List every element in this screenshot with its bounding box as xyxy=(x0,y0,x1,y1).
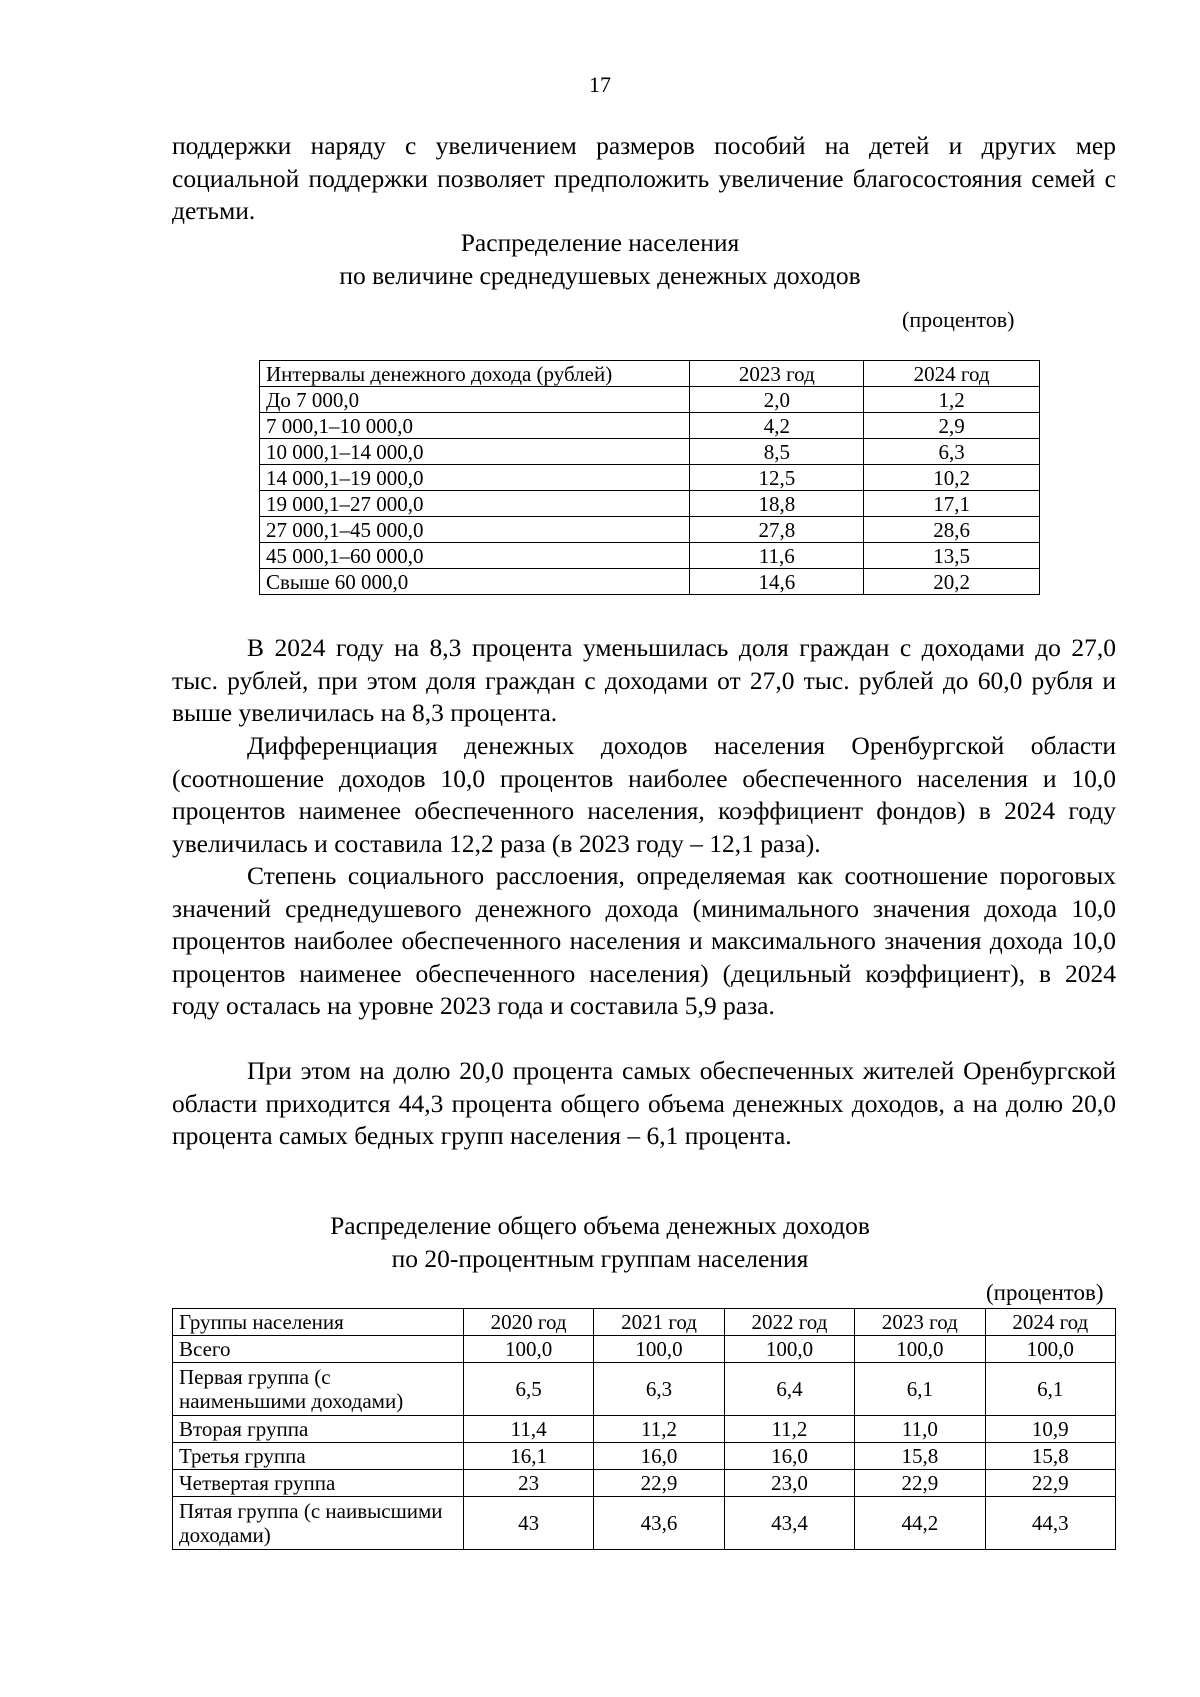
value-cell: 27,8 xyxy=(690,517,864,543)
table-header-row xyxy=(173,1309,1116,1336)
column-header: Группы населения xyxy=(173,1309,464,1336)
interval-cell: 10 000,1–14 000,0 xyxy=(260,439,690,465)
group-cell: Третья группа xyxy=(173,1443,464,1470)
value-cell: 4,2 xyxy=(690,413,864,439)
value-cell: 15,8 xyxy=(855,1443,985,1470)
interval-cell: 19 000,1–27 000,0 xyxy=(260,491,690,517)
value-cell: 20,2 xyxy=(864,569,1040,595)
column-header: 2023 год xyxy=(690,361,864,387)
interval-cell: 45 000,1–60 000,0 xyxy=(260,543,690,569)
value-cell: 15,8 xyxy=(985,1443,1115,1470)
value-cell: 28,6 xyxy=(864,517,1040,543)
value-cell: 6,3 xyxy=(594,1363,724,1416)
table-row xyxy=(173,1416,1116,1443)
value-cell: 23 xyxy=(463,1470,593,1497)
value-cell: 100,0 xyxy=(463,1336,593,1363)
group-cell: Пятая группа (с наивысшими доходами) xyxy=(173,1497,464,1550)
value-cell: 16,1 xyxy=(463,1443,593,1470)
table-row xyxy=(173,1470,1116,1497)
table1-caption-line2: по величине среднедушевых денежных доходов xyxy=(339,261,861,290)
table-row xyxy=(260,439,1040,465)
value-cell: 44,2 xyxy=(855,1497,985,1550)
body-paragraph: При этом на долю 20,0 процента самых обеспеченных жителей Оренбургской области приходится 44,3 процента общего объема денежных доходов, а на долю 20,0 процента самых бедных групп населения – 6,1 процента. xyxy=(172,1056,1116,1150)
body-paragraph: Степень социального расслоения, определяемая как соотношение пороговых значений среднедушевого денежного дохода (минимального значения дохода 10,0 процентов наиболее обеспеченного населения и максимального значения дохода 10,0 процентов наименее обеспеченного населения) (децильный коэффициент), в 2024 году осталась на уровне 2023 года и составила 5,9 раза. xyxy=(172,861,1116,1020)
table-row xyxy=(260,517,1040,543)
interval-cell: До 7 000,0 xyxy=(260,387,690,413)
value-cell: 23,0 xyxy=(724,1470,854,1497)
table-row xyxy=(260,543,1040,569)
value-cell: 6,1 xyxy=(985,1363,1115,1416)
value-cell: 11,0 xyxy=(855,1416,985,1443)
intro-paragraph: поддержки наряду с увеличением размеров пособий на детей и других мер социальной поддержки позволяет предположить увеличение благосостояния семей с детьми. xyxy=(172,131,1116,225)
value-cell: 22,9 xyxy=(594,1470,724,1497)
value-cell: 43,6 xyxy=(594,1497,724,1550)
interval-cell: 27 000,1–45 000,0 xyxy=(260,517,690,543)
value-cell: 44,3 xyxy=(985,1497,1115,1550)
page-number: 17 xyxy=(589,72,611,97)
table-row xyxy=(173,1497,1116,1550)
table-row xyxy=(260,413,1040,439)
value-cell: 100,0 xyxy=(724,1336,854,1363)
column-header: 2024 год xyxy=(985,1309,1115,1336)
value-cell: 2,9 xyxy=(864,413,1040,439)
table2-caption-line2: по 20-процентным группам населения xyxy=(391,1244,809,1273)
value-cell: 13,5 xyxy=(864,543,1040,569)
value-cell: 43 xyxy=(463,1497,593,1550)
value-cell: 22,9 xyxy=(855,1470,985,1497)
income-groups-table xyxy=(172,1308,1116,1550)
interval-cell: 14 000,1–19 000,0 xyxy=(260,465,690,491)
value-cell: 10,2 xyxy=(864,465,1040,491)
body-paragraph: В 2024 году на 8,3 процента уменьшилась доля граждан с доходами до 27,0 тыс. рублей, при этом доля граждан с доходами от 27,0 тыс. рублей до 60,0 рубля и выше увеличилась на 8,3 процента. xyxy=(172,633,1116,727)
value-cell: 1,2 xyxy=(864,387,1040,413)
group-cell: Четвертая группа xyxy=(173,1470,464,1497)
table-row xyxy=(173,1336,1116,1363)
table-row xyxy=(260,387,1040,413)
table1-units: (процентов) xyxy=(902,307,1015,332)
column-header: 2021 год xyxy=(594,1309,724,1336)
value-cell: 43,4 xyxy=(724,1497,854,1550)
column-header: 2024 год xyxy=(864,361,1040,387)
group-cell: Вторая группа xyxy=(173,1416,464,1443)
value-cell: 10,9 xyxy=(985,1416,1115,1443)
table-row xyxy=(260,465,1040,491)
table-row xyxy=(260,491,1040,517)
column-header: Интервалы денежного дохода (рублей) xyxy=(260,361,690,387)
value-cell: 22,9 xyxy=(985,1470,1115,1497)
value-cell: 11,2 xyxy=(594,1416,724,1443)
value-cell: 8,5 xyxy=(690,439,864,465)
value-cell: 6,5 xyxy=(463,1363,593,1416)
column-header: 2023 год xyxy=(855,1309,985,1336)
value-cell: 16,0 xyxy=(594,1443,724,1470)
table-row xyxy=(173,1443,1116,1470)
value-cell: 14,6 xyxy=(690,569,864,595)
body-paragraph: Дифференциация денежных доходов населения Оренбургской области (соотношение доходов 10,0 процентов наиболее обеспеченного населения и 10,0 процентов наименее обеспеченного населения, коэффициент фондов) в 2024 году увеличилась и составила 12,2 раза (в 2023 году – 12,1 раза). xyxy=(172,731,1116,858)
value-cell: 11,2 xyxy=(724,1416,854,1443)
value-cell: 2,0 xyxy=(690,387,864,413)
table1-caption-line1: Распределение населения xyxy=(460,228,740,257)
interval-cell: 7 000,1–10 000,0 xyxy=(260,413,690,439)
value-cell: 100,0 xyxy=(594,1336,724,1363)
table2-units: (процентов) xyxy=(986,1280,1104,1305)
value-cell: 6,3 xyxy=(864,439,1040,465)
value-cell: 100,0 xyxy=(985,1336,1115,1363)
value-cell: 6,4 xyxy=(724,1363,854,1416)
value-cell: 6,1 xyxy=(855,1363,985,1416)
value-cell: 18,8 xyxy=(690,491,864,517)
value-cell: 17,1 xyxy=(864,491,1040,517)
income-intervals-table xyxy=(259,360,1040,595)
value-cell: 100,0 xyxy=(855,1336,985,1363)
value-cell: 16,0 xyxy=(724,1443,854,1470)
table2-caption-line1: Распределение общего объема денежных доходов xyxy=(330,1211,870,1240)
value-cell: 12,5 xyxy=(690,465,864,491)
value-cell: 11,4 xyxy=(463,1416,593,1443)
group-cell: Всего xyxy=(173,1336,464,1363)
column-header: 2022 год xyxy=(724,1309,854,1336)
group-cell: Первая группа (с наименьшими доходами) xyxy=(173,1363,464,1416)
table-header-row xyxy=(260,361,1040,387)
table-row xyxy=(260,569,1040,595)
table-row xyxy=(173,1363,1116,1416)
column-header: 2020 год xyxy=(463,1309,593,1336)
interval-cell: Свыше 60 000,0 xyxy=(260,569,690,595)
value-cell: 11,6 xyxy=(690,543,864,569)
